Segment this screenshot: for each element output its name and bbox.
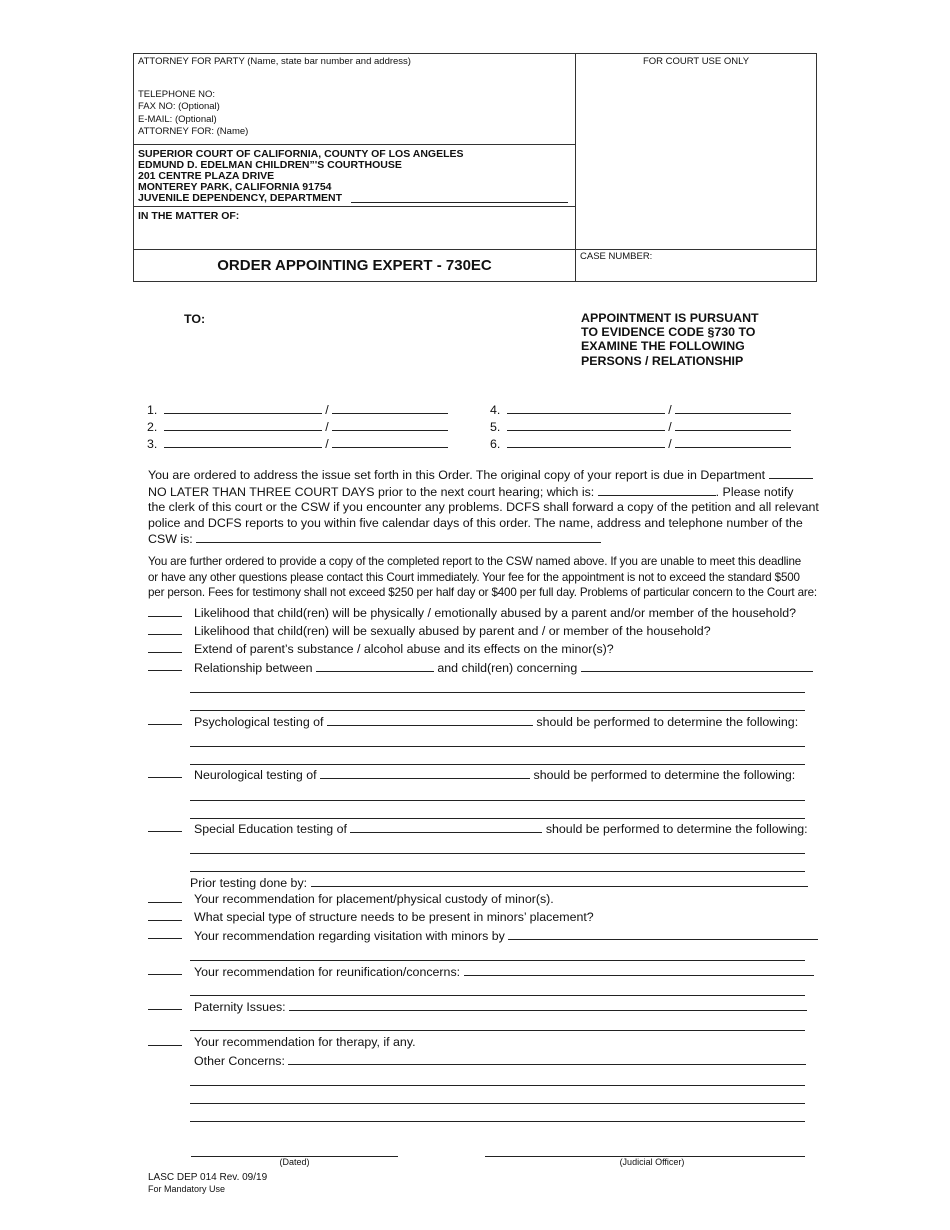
concern-reunification: [148, 964, 805, 980]
check-blank[interactable]: [148, 777, 182, 778]
answer-line[interactable]: [190, 871, 805, 872]
person-number: 5.: [490, 420, 501, 434]
item-label: Likelihood that child(ren) will be physically / emotionally abused by a parent and/or member of the household?: [194, 606, 796, 620]
person-name-blank[interactable]: [507, 436, 665, 448]
concern-psychological: [148, 714, 805, 730]
item-label-part: should be performed to determine the following:: [545, 822, 808, 836]
slash: /: [325, 437, 329, 451]
person-entry[interactable]: [147, 419, 448, 434]
subject-blank[interactable]: [327, 714, 533, 726]
concern-visitation: [148, 928, 805, 944]
item-label-part: Psychological testing of: [194, 715, 324, 729]
check-blank[interactable]: [148, 634, 182, 635]
form-title: ORDER APPOINTING EXPERT - 730EC: [217, 257, 492, 274]
other-concerns: [194, 1053, 806, 1068]
department-number-blank[interactable]: [769, 467, 813, 479]
item-label: Prior testing done by:: [190, 876, 308, 890]
appointment-text: [581, 311, 759, 368]
fee-paragraph: [148, 554, 817, 601]
caption-box: [133, 53, 817, 282]
person-number: 6.: [490, 437, 501, 451]
answer-line[interactable]: [190, 746, 805, 747]
check-blank[interactable]: [148, 724, 182, 725]
person-number: 2.: [147, 420, 158, 434]
divider: [134, 206, 575, 207]
relationship-blank[interactable]: [332, 419, 448, 431]
check-blank[interactable]: [148, 670, 182, 671]
court-department: JUVENILE DEPENDENCY, DEPARTMENT: [138, 192, 343, 204]
person-number: 3.: [147, 437, 158, 451]
item-label: Likelihood that child(ren) will be sexually abused by parent and / or member of the household?: [194, 624, 711, 638]
prior-testing: [190, 875, 808, 890]
item-label-part: Your recommendation regarding visitation with minors by: [194, 929, 505, 943]
answer-line[interactable]: [190, 960, 805, 961]
relationship-blank[interactable]: [675, 419, 791, 431]
in-matter-label: IN THE MATTER OF:: [138, 210, 240, 222]
answer-line[interactable]: [190, 1103, 805, 1104]
answer-line[interactable]: [190, 1030, 805, 1031]
para-text: the clerk of this court or the CSW if you encounter any problems. DCFS shall forward a copy of the petition and all relevant: [148, 500, 819, 514]
slash: /: [668, 420, 672, 434]
check-blank[interactable]: [148, 1009, 182, 1010]
item-label: [194, 714, 798, 729]
form-id: LASC DEP 014 Rev. 09/19: [148, 1172, 268, 1183]
item-label-part: should be performed to determine the following:: [536, 715, 799, 729]
slash: /: [325, 420, 329, 434]
slash: /: [325, 403, 329, 417]
concern-neurological: [148, 767, 805, 783]
relationship-blank[interactable]: [675, 402, 791, 414]
check-blank[interactable]: [148, 616, 182, 617]
concern-placement: [148, 892, 805, 908]
relationship-blank[interactable]: [332, 402, 448, 414]
answer-line[interactable]: [190, 692, 805, 693]
item-label: [194, 999, 807, 1014]
person-entry[interactable]: [490, 419, 791, 434]
court-name: SUPERIOR COURT OF CALIFORNIA, COUNTY OF LOS ANGELES: [138, 148, 464, 160]
item-label-part: Your recommendation for reunification/concerns:: [194, 965, 461, 979]
appointment-line: PERSONS / RELATIONSHIP: [581, 353, 744, 368]
item-label-part: and child(ren) concerning: [437, 661, 578, 675]
subject-blank[interactable]: [320, 767, 530, 779]
item-label: [194, 964, 814, 979]
check-blank[interactable]: [148, 902, 182, 903]
appointment-line: TO EVIDENCE CODE §730 TO: [581, 325, 756, 340]
check-blank[interactable]: [148, 1045, 182, 1046]
person-entry[interactable]: [490, 436, 791, 451]
visitation-blank[interactable]: [508, 928, 818, 940]
dated-label: (Dated): [279, 1157, 310, 1167]
answer-line[interactable]: [190, 995, 805, 996]
para-text: NO LATER THAN THREE COURT DAYS prior to the next court hearing; which is:: [148, 484, 595, 499]
concern-structure: [148, 910, 805, 926]
concern-sexual: [148, 624, 805, 640]
item-label: [194, 767, 795, 782]
item-label: What special type of structure needs to be present in minors’ placement?: [194, 910, 594, 924]
department-blank[interactable]: [351, 202, 568, 203]
check-blank[interactable]: [148, 831, 182, 832]
concern-special-education: [148, 821, 808, 837]
fax-label: FAX NO: (Optional): [138, 101, 220, 112]
check-blank[interactable]: [148, 652, 182, 653]
relationship-blank[interactable]: [332, 436, 448, 448]
item-label: [194, 821, 808, 836]
person-name-blank[interactable]: [164, 436, 322, 448]
person-entry[interactable]: [490, 402, 791, 417]
slash: /: [668, 437, 672, 451]
item-label: Other Concerns:: [194, 1054, 285, 1068]
column-divider: [575, 54, 576, 281]
csw-info-blank[interactable]: [196, 531, 601, 543]
reunification-blank[interactable]: [464, 964, 814, 976]
subject-blank[interactable]: [350, 821, 542, 833]
para-text: CSW is:: [148, 532, 193, 546]
appointment-line: APPOINTMENT IS PURSUANT: [581, 311, 759, 325]
answer-line[interactable]: [190, 818, 805, 819]
divider: [134, 249, 816, 250]
para-text: per person. Fees for testimony shall not exceed $250 per half day or $400 per full day. Problems of particular concern to the Court are:: [148, 586, 817, 599]
item-label-part: Neurological testing of: [194, 768, 317, 782]
item-label-part: should be performed to determine the following:: [533, 768, 796, 782]
para-text: . Please notify: [715, 484, 794, 499]
item-label-part: Relationship between: [194, 661, 313, 675]
attorney-label: ATTORNEY FOR PARTY (Name, state bar number and address): [138, 56, 411, 67]
item-label-part: Special Education testing of: [194, 822, 347, 836]
person-number: 1.: [147, 403, 158, 417]
para-text: You are further ordered to provide a copy of the completed report to the CSW named above. If you are unable to meet this deadline: [148, 555, 802, 568]
para-text: You are ordered to address the issue set forth in this Order. The original copy of your report is due in Department: [148, 468, 766, 482]
check-blank[interactable]: [148, 920, 182, 921]
check-blank[interactable]: [148, 974, 182, 975]
party-blank[interactable]: [316, 660, 434, 672]
person-number: 4.: [490, 403, 501, 417]
para-text: or have any other questions please contact this Court immediately. Your fee for the appointment is not to exceed the standard $500: [148, 570, 800, 584]
check-blank[interactable]: [148, 938, 182, 939]
paternity-blank[interactable]: [289, 999, 807, 1011]
appointment-line: EXAMINE THE FOLLOWING: [581, 339, 745, 354]
courthouse-name: EDMUND D. EDELMAN CHILDREN”'S COURTHOUSE: [138, 159, 402, 171]
person-name-blank[interactable]: [507, 419, 665, 431]
para-text: police and DCFS reports to you within five calendar days of this order. The name, address and telephone number of the: [148, 515, 803, 530]
slash: /: [668, 403, 672, 417]
person-entry[interactable]: [147, 402, 448, 417]
order-paragraph: [148, 467, 819, 548]
divider: [134, 144, 575, 145]
court-street: 201 CENTRE PLAZA DRIVE: [138, 170, 275, 182]
concern-relationship: [148, 660, 805, 676]
court-use-label: FOR COURT USE ONLY: [642, 56, 750, 67]
item-label: Extend of parent’s substance / alcohol abuse and its effects on the minor(s)?: [194, 642, 614, 656]
other-concerns-blank[interactable]: [288, 1053, 806, 1065]
concerning-blank[interactable]: [581, 660, 813, 672]
attorney-for-label: ATTORNEY FOR: (Name): [138, 126, 249, 137]
mandatory-use: For Mandatory Use: [148, 1184, 226, 1194]
answer-line[interactable]: [190, 1121, 805, 1122]
answer-line[interactable]: [190, 710, 805, 711]
concern-substance: [148, 642, 805, 658]
concern-paternity: [148, 999, 805, 1015]
person-name-blank[interactable]: [164, 419, 322, 431]
judicial-officer-label: (Judicial Officer): [619, 1157, 685, 1167]
item-label-part: Paternity Issues:: [194, 1000, 286, 1014]
telephone-label: TELEPHONE NO:: [138, 89, 216, 100]
person-entry[interactable]: [147, 436, 448, 451]
hearing-date-blank[interactable]: [598, 484, 716, 496]
concern-physical: [148, 606, 805, 622]
answer-line[interactable]: [190, 1085, 805, 1086]
to-label: TO:: [184, 312, 206, 326]
item-label: Your recommendation for therapy, if any.: [194, 1035, 416, 1049]
email-label: E-MAIL: (Optional): [138, 114, 217, 125]
prior-testing-blank[interactable]: [311, 875, 808, 887]
person-name-blank[interactable]: [507, 402, 665, 414]
answer-line[interactable]: [190, 853, 805, 854]
item-label: [194, 660, 813, 675]
case-number-label: CASE NUMBER:: [580, 251, 653, 262]
concern-therapy: [148, 1035, 805, 1051]
relationship-blank[interactable]: [675, 436, 791, 448]
item-label: [194, 928, 818, 943]
court-city: MONTEREY PARK, CALIFORNIA 91754: [138, 181, 332, 193]
answer-line[interactable]: [190, 764, 805, 765]
item-label: Your recommendation for placement/physical custody of minor(s).: [194, 892, 554, 906]
answer-line[interactable]: [190, 800, 805, 801]
person-name-blank[interactable]: [164, 402, 322, 414]
